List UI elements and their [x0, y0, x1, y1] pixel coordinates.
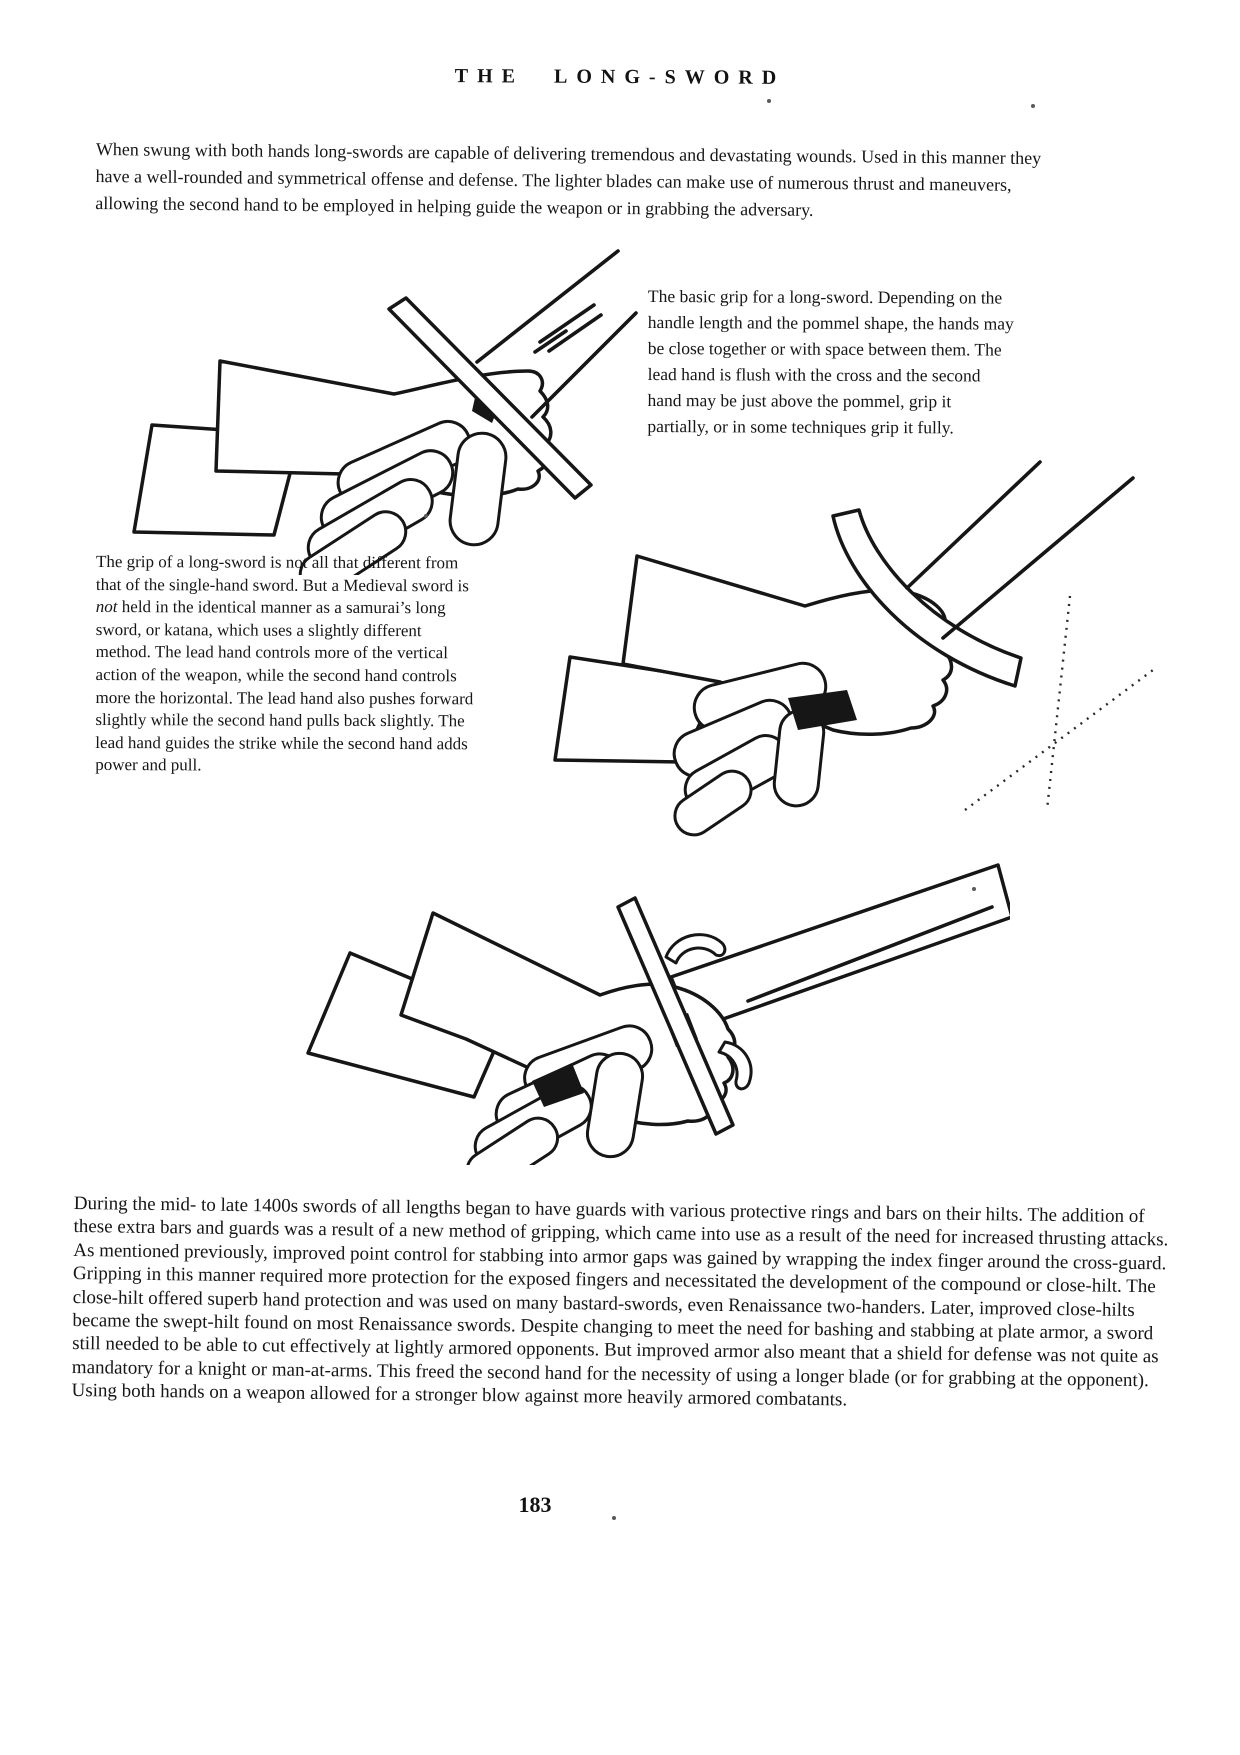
scan-speck	[767, 99, 771, 103]
scan-speck	[612, 1516, 616, 1520]
closing-paragraph: During the mid- to late 1400s swords of all lengths began to have guards with various protective rings and bars on their hilts. The addition of these extra bars and guards was a result of a new method of gripping, which came into use as a result of the need for increased thrusting attacks. As mentioned previously, improved point control for stabbing into armor gaps was gained by wrapping the index finger around the cross-guard. Gripping in this manner required more protection for the exposed fingers and necessitated the development of the compound or close-hilt. The close-hilt offered superb hand protection and was used on many bastard-swords, even Renaissance two-handers. Later, improved close-hilts became the swept-hilt found on most Renaissance swords. Despite changing to meet the need for bashing and stabbing at plate armor, a sword still needed to be able to cut effectively at lightly armored opponents. But improved armor also meant that a shield for defense was not quite as mandatory for a knight or man-at-arms. This freed the second hand for the necessity of using a longer blade (or for grabbing at the opponent). Using both hands on a weapon allowed for a stronger blow against more heavily armored combatants.	[71, 1192, 1169, 1411]
dotted-guide-lines	[965, 596, 1153, 810]
scan-speck	[1031, 104, 1035, 108]
scan-speck	[424, 514, 428, 518]
page-number: 183	[518, 1492, 552, 1517]
illustration-grip-curled-quillons	[270, 795, 1010, 1165]
page-title: THE LONG-SWORD	[454, 65, 786, 89]
motion-lines	[535, 305, 601, 352]
basic-grip-caption: The basic grip for a long-sword. Depending on the handle length and the pommel shape, the hands may be close together or with space between them. The lead hand is flush with the cross and the second hand may be just above the pommel, grip it partially, or in some techniques grip it fully.	[647, 285, 1014, 438]
illustration-grip-curved-guard	[495, 440, 1175, 840]
upper-quillon-hook	[666, 935, 725, 963]
scan-speck	[972, 887, 976, 891]
grip-text-italic: not	[95, 597, 118, 617]
intro-paragraph: When swung with both hands long-swords are capable of delivering tremendous and devastating wounds. Used in this manner they have a well-rounded and symmetrical offense and defense. The lighter blades can make use of numerous thrust and maneuvers, allowing the second hand to be employed in helping guide the weapon or in grabbing the adversary.	[95, 138, 1042, 220]
grip-description-paragraph	[95, 551, 476, 778]
grip-text-before: The grip of a long-sword is not all that different from that of the single-hand sword. But a Medieval sword is	[95, 552, 469, 595]
grip-text-after: held in the identical manner as a samurai’s long sword, or katana, which uses a slightly different method. The lead hand controls more of the vertical action of the weapon, while the second hand controls more the horizontal. The lead hand also pushes forward slightly while the second hand pulls back slightly. The lead hand guides the strike while the second hand adds power and pull.	[95, 597, 474, 775]
